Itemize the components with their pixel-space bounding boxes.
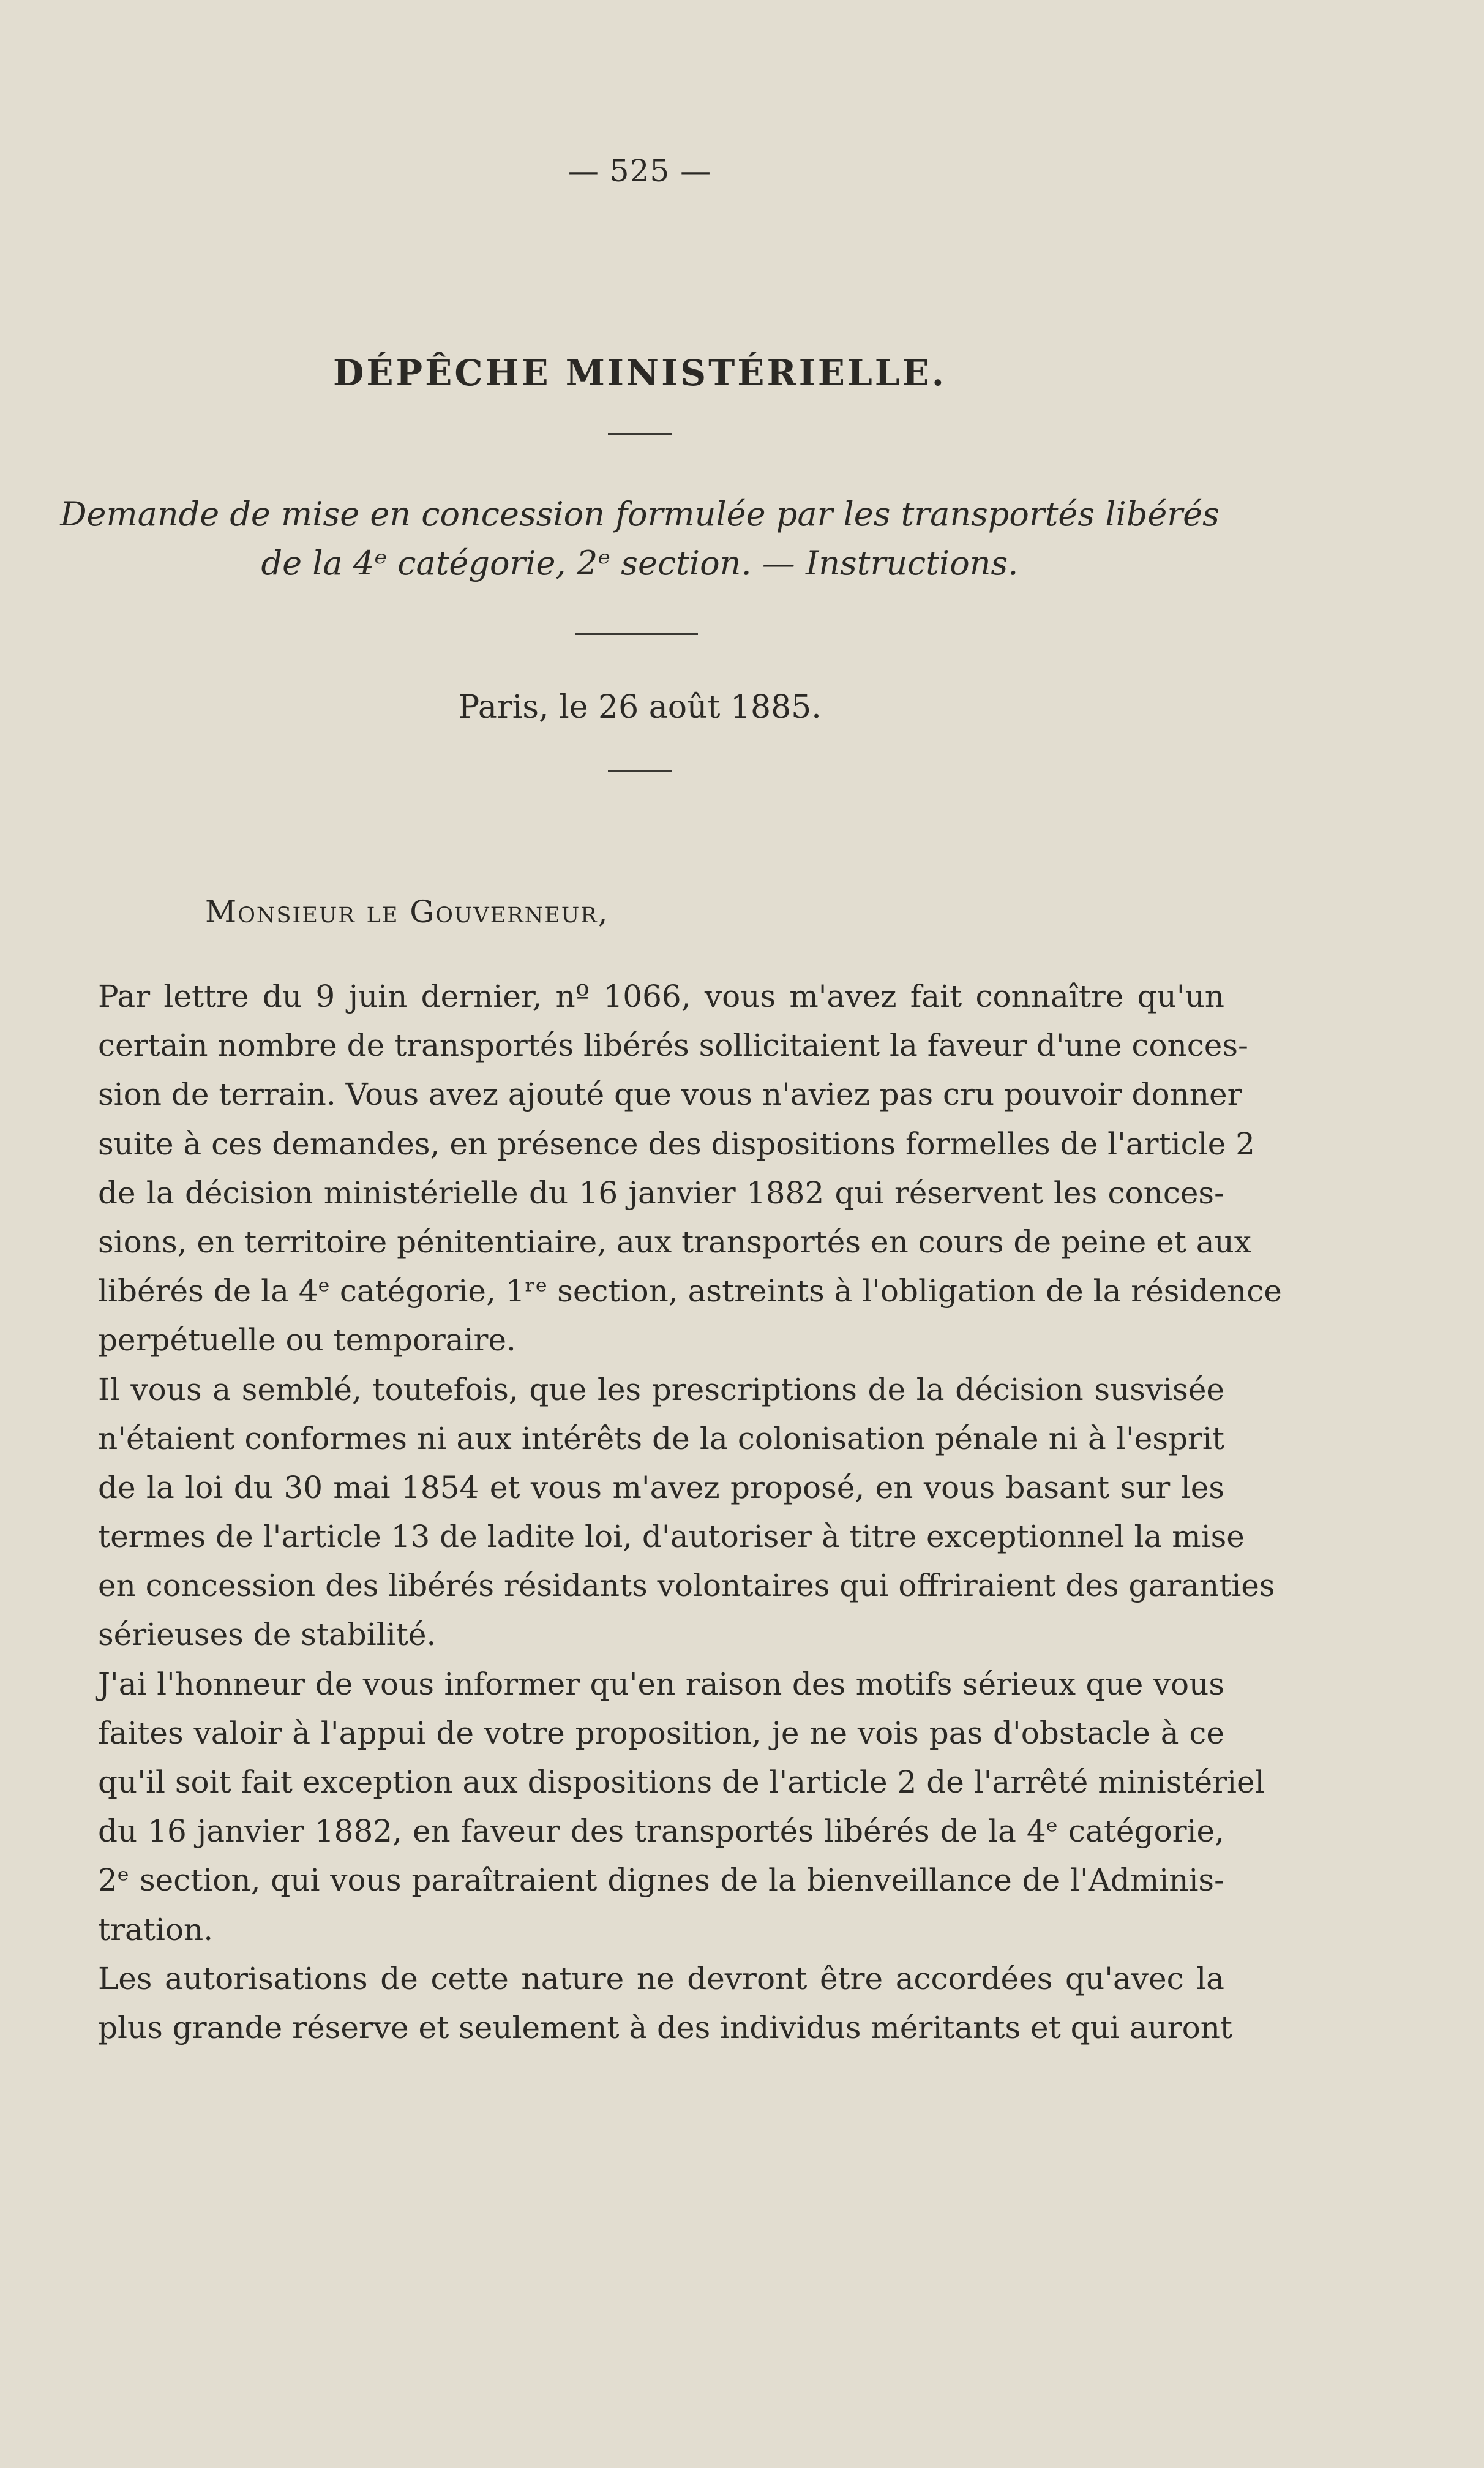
body-line: suite à ces demandes, en présence des dispositions formelles de l'article 2 — [98, 1126, 1255, 1162]
dateline: Paris, le 26 août 1885. — [458, 689, 822, 726]
body-line: du 16 janvier 1882, en faveur des transportés libérés de la 4ᵉ catégorie, — [98, 1813, 1224, 1849]
body-line: tration. — [98, 1911, 214, 1947]
subtitle-divider — [575, 633, 698, 635]
page-number: — 525 — — [568, 153, 712, 189]
subtitle-line-1: Demande de mise en concession formulée par les transportés libérés — [60, 495, 1220, 533]
body-line: Les autorisations de cette nature ne devront être accordées qu'avec la — [98, 1960, 1224, 1996]
body-line: J'ai l'honneur de vous informer qu'en raison des motifs sérieux que vous — [98, 1666, 1224, 1702]
document-title: DÉPÊCHE MINISTÉRIELLE. — [333, 352, 946, 394]
body-line: de la loi du 30 mai 1854 et vous m'avez proposé, en vous basant sur les — [98, 1469, 1224, 1505]
body-line: sion de terrain. Vous avez ajouté que vous n'aviez pas cru pouvoir donner — [98, 1077, 1242, 1113]
body-line: Par lettre du 9 juin dernier, nº 1066, vous m'avez fait connaître qu'un — [98, 979, 1224, 1014]
body-line: n'étaient conformes ni aux intérêts de la colonisation pénale ni à l'esprit — [98, 1420, 1224, 1456]
letter-body — [98, 972, 1282, 2052]
dateline-divider — [608, 770, 672, 772]
body-line: certain nombre de transportés libérés sollicitaient la faveur d'une conces- — [98, 1028, 1248, 1064]
body-line: en concession des libérés résidants volontaires qui offriraient des garanties — [98, 1568, 1275, 1604]
body-line: qu'il soit fait exception aux dispositions de l'article 2 de l'arrêté ministériel — [98, 1764, 1265, 1800]
body-line: faites valoir à l'appui de votre proposition, je ne vois pas d'obstacle à ce — [98, 1715, 1224, 1751]
body-line: 2ᵉ section, qui vous paraîtraient dignes de la bienveillance de l'Adminis- — [98, 1862, 1224, 1898]
body-line: libérés de la 4ᵉ catégorie, 1ʳᵉ section, astreints à l'obligation de la résidence — [98, 1273, 1282, 1309]
body-line: termes de l'article 13 de ladite loi, d'autoriser à titre exceptionnel la mise — [98, 1519, 1245, 1555]
subtitle-line-2: de la 4ᵉ catégorie, 2ᵉ section. — Instructions. — [261, 544, 1019, 582]
body-line: Il vous a semblé, toutefois, que les prescriptions de la décision susvisée — [98, 1371, 1224, 1407]
body-line: sions, en territoire pénitentiaire, aux transportés en cours de peine et aux — [98, 1224, 1251, 1260]
title-divider — [608, 433, 672, 435]
body-line: perpétuelle ou temporaire. — [98, 1322, 516, 1358]
body-line: de la décision ministérielle du 16 janvier 1882 qui réservent les conces- — [98, 1175, 1224, 1211]
body-line: plus grande réserve et seulement à des individus méritants et qui auront — [98, 2009, 1233, 2045]
body-line: sérieuses de stabilité. — [98, 1617, 437, 1653]
salutation: Monsieur le Gouverneur, — [205, 894, 609, 930]
